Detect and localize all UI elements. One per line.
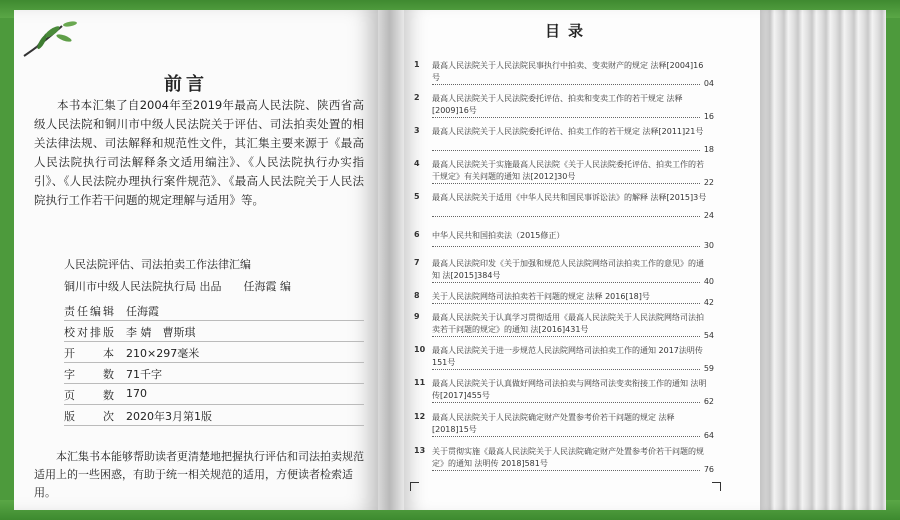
publication-field-key: 开 本 — [64, 347, 116, 360]
left-page[interactable] — [14, 10, 378, 510]
toc-leader — [432, 183, 700, 184]
toc-item-number: 12 — [414, 412, 426, 421]
toc-item[interactable] — [414, 190, 714, 220]
toc-item-text: 最高人民法院关于人民法院委托评估、拍卖和变卖工作的若干规定 法释[2009]16号 — [432, 94, 683, 115]
toc-item-page: 42 — [703, 298, 714, 307]
preface-title: 前言 — [164, 74, 208, 95]
crop-mark-left — [410, 482, 419, 491]
toc-item[interactable] — [414, 91, 714, 121]
publication-info-table — [64, 300, 364, 426]
toc-item-text: 最高人民法院关于人民法院委托评估、拍卖工作的若干规定 法释[2011]21号 — [432, 127, 704, 136]
toc-leader — [432, 117, 700, 118]
toc-item-number: 11 — [414, 378, 426, 387]
toc-leader — [432, 84, 700, 85]
toc-item-text: 关于贯彻实施《最高人民法院关于人民法院确定财产处置参考价若干问题的规定》的通知 法明传 2018]581号 — [432, 447, 704, 468]
toc-item[interactable] — [414, 343, 714, 373]
publication-row — [64, 384, 364, 405]
publication-row — [64, 321, 364, 342]
toc-item-page: 24 — [703, 211, 714, 220]
publication-row — [64, 300, 364, 321]
toc-item[interactable] — [414, 58, 714, 88]
publication-publisher-line: 铜川市中级人民法院执行局 出品 任海霞 编 — [64, 280, 291, 293]
toc-item[interactable] — [414, 444, 714, 474]
toc-item-page: 18 — [703, 145, 714, 154]
toc-leader — [432, 402, 700, 403]
toc-item-text: 关于人民法院网络司法拍卖若干问题的规定 法释 2016[18]号 — [432, 292, 650, 301]
preface-body: 本书本汇集了自2004年至2019年最高人民法院、陕西省高级人民法院和铜川市中级人民法院关于评估、司法拍卖处置的相关法律法规、司法解释和规范性文件，其汇集主要来源于《最高人民法院执行司法解释条文适用编注》、《人民法院执行办实指引》、《人民法院办理执行案件规范》、《最高人民法院关于人民法院执行工作若干问题的规定理解与适用》等。 — [34, 98, 364, 207]
toc-item-number: 10 — [414, 345, 426, 354]
toc-item-text: 最高人民法院关于人民法院民事执行中拍卖、变卖财产的规定 法释[2004]16号 — [432, 61, 704, 82]
toc-leader — [432, 150, 700, 151]
toc-item-text: 最高人民法院关于认真学习贯彻适用《最高人民法院关于人民法院网络司法拍卖若干问题的规定》的通知 法[2016]431号 — [432, 313, 704, 334]
publication-field-key: 字 数 — [64, 368, 116, 381]
book-spine — [378, 10, 404, 510]
toc-item[interactable] — [414, 157, 714, 187]
toc-item-page: 62 — [703, 397, 714, 406]
toc-item-number: 8 — [414, 291, 420, 300]
toc-item-page: 04 — [703, 79, 714, 88]
toc-leader — [432, 282, 700, 283]
publication-field-value: 71千字 — [126, 368, 162, 381]
publication-field-key: 页 数 — [64, 389, 116, 402]
toc-leader — [432, 470, 700, 471]
toc-item-number: 4 — [414, 159, 420, 168]
toc-item-page: 76 — [703, 465, 714, 474]
toc-item-page: 16 — [703, 112, 714, 121]
toc-item-number: 7 — [414, 258, 420, 267]
publication-field-value: 170 — [126, 387, 147, 400]
publication-field-key: 责任编辑 — [64, 305, 116, 318]
toc-item-number: 3 — [414, 126, 420, 135]
toc-item-text: 最高人民法院印发《关于加强和规范人民法院网络司法拍卖工作的意见》的通知 法[2015]384号 — [432, 259, 704, 280]
toc-item[interactable] — [414, 376, 714, 406]
toc-item[interactable] — [414, 289, 714, 307]
toc-item[interactable] — [414, 228, 714, 250]
publication-note: 本汇集书本能够帮助读者更清楚地把握执行评估和司法拍卖规范适用上的一些困惑，有助于统一相关规范的适用，方便读者检索适用。 — [34, 450, 364, 499]
toc-item-number: 2 — [414, 93, 420, 102]
publication-field-key: 版 次 — [64, 410, 116, 423]
toc-leader — [432, 369, 700, 370]
toc-item-text: 最高人民法院关于适用《中华人民共和国民事诉讼法》的解释 法释[2015]3号 — [432, 193, 707, 202]
toc-leader — [432, 436, 700, 437]
publication-field-value: 任海霞 — [126, 305, 159, 318]
toc-item[interactable] — [414, 410, 714, 440]
toc-leader — [432, 246, 700, 247]
toc-title: 目录 — [544, 22, 591, 40]
toc-item[interactable] — [414, 310, 714, 340]
toc-item-number: 5 — [414, 192, 420, 201]
toc-leader — [432, 216, 700, 217]
publication-field-value: 2020年3月第1版 — [126, 410, 212, 423]
toc-item-page: 54 — [703, 331, 714, 340]
toc-item[interactable] — [414, 124, 714, 154]
publication-row — [64, 405, 364, 426]
toc-item-text: 最高人民法院关于认真做好网络司法拍卖与网络司法变卖衔接工作的通知 法明传[2017]455号 — [432, 379, 707, 400]
page-stack-edges[interactable] — [760, 10, 886, 510]
toc-item-text: 中华人民共和国拍卖法（2015修正） — [432, 231, 565, 240]
publication-field-value: 李 婧 曹斯琪 — [126, 326, 196, 339]
bamboo-decoration-icon — [22, 16, 82, 60]
toc-item-page: 59 — [703, 364, 714, 373]
toc-item-page: 30 — [703, 241, 714, 250]
toc-item-page: 22 — [703, 178, 714, 187]
publication-book-title: 人民法院评估、司法拍卖工作法律汇编 — [64, 258, 251, 271]
toc-item-number: 9 — [414, 312, 420, 321]
toc-item[interactable] — [414, 256, 714, 286]
toc-item-text: 最高人民法院关于进一步规范人民法院网络司法拍卖工作的通知 2017法明传151号 — [432, 346, 703, 367]
publication-field-key: 校对排版 — [64, 326, 116, 339]
toc-item-text: 最高人民法院关于人民法院确定财产处置参考价若干问题的规定 法释[2018]15号 — [432, 413, 675, 434]
toc-item-number: 6 — [414, 230, 420, 239]
toc-item-page: 64 — [703, 431, 714, 440]
toc-leader — [432, 303, 700, 304]
toc-item-page: 40 — [703, 277, 714, 286]
publication-row — [64, 342, 364, 363]
crop-mark-right — [712, 482, 721, 491]
publication-row — [64, 363, 364, 384]
toc-item-number: 13 — [414, 446, 426, 455]
publication-field-value: 210×297毫米 — [126, 347, 200, 360]
toc-leader — [432, 336, 700, 337]
toc-item-number: 1 — [414, 60, 420, 69]
toc-item-text: 最高人民法院关于实施最高人民法院《关于人民法院委托评估、拍卖工作的若干规定》有关问题的通知 法[2012]30号 — [432, 160, 704, 181]
